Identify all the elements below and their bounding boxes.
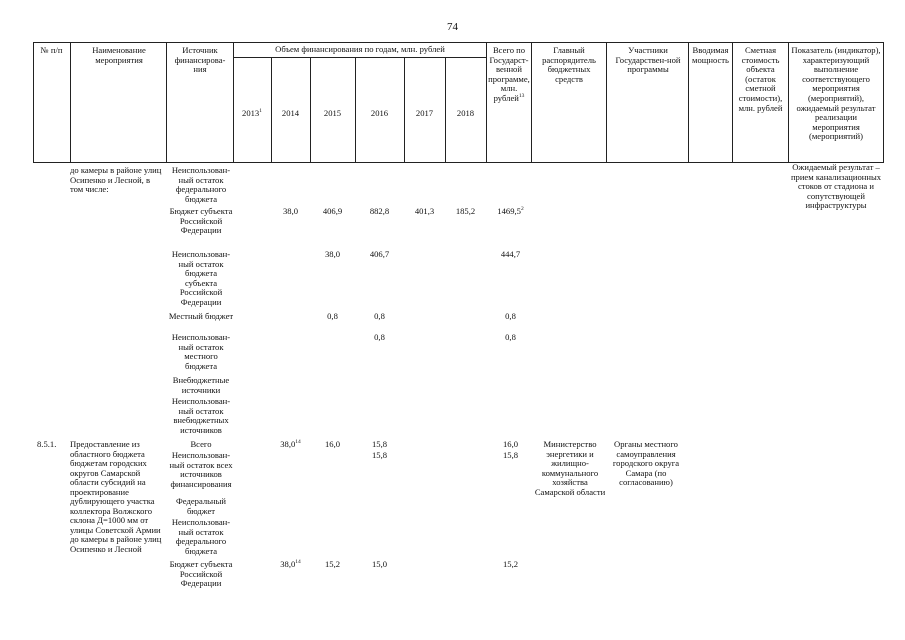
value-total: 444,7	[500, 249, 521, 259]
header-name: Наименование мероприятия	[92, 45, 146, 65]
header-capacity: Вводимая мощность	[692, 45, 729, 65]
header-estimated-cost: Сметная стоимость объекта (остаток сметной стоимости), млн. рублей	[738, 45, 783, 113]
value-2016: 15,8	[371, 439, 388, 449]
block1-name: до камеры в районе улиц Осипенко и Лесной, в том числе:	[70, 165, 162, 194]
value-total: 0,8	[505, 332, 516, 342]
value-2018: 185,2	[455, 206, 476, 216]
source-cell: Бюджет субъекта Российской Федерации	[169, 559, 233, 588]
value-2014: 38,0	[282, 206, 299, 216]
block1-indicator: Ожидаемый результат – прием канализационных стоков от стадиона и сопутствующей инфраструктуры	[790, 162, 882, 210]
value-total: 15,8	[502, 450, 519, 460]
header-distributor: Главный распорядитель бюджетных средств	[542, 45, 596, 84]
value-2014: 38,0$^{14}$	[280, 439, 301, 449]
value-2017: 401,3	[414, 206, 435, 216]
value-2015: 15,2	[324, 559, 341, 569]
block2-no: 8.5.1.	[37, 439, 57, 449]
block2-distributor: Министерство энергетики и жилищно-коммунального хозяйства Самарской области	[534, 439, 606, 497]
header-source: Источник финансирова-ния	[174, 45, 226, 75]
header-total: Всего по Государст-венной программе, млн. рублей$^{13}$	[488, 45, 530, 103]
header-year-2016: 2016	[370, 108, 389, 118]
value-2015: 16,0	[324, 439, 341, 449]
table-header	[33, 42, 883, 163]
source-cell: Местный бюджет	[168, 311, 234, 321]
source-cell: Неиспользован-ный остаток местного бюджета	[171, 332, 231, 371]
block2-participants: Органы местного самоуправления городского округа Самара (по согласованию)	[612, 439, 680, 487]
source-cell: Неиспользован-ный остаток бюджета субъекта Российской Федерации	[171, 249, 231, 307]
header-year-2018: 2018	[456, 108, 475, 118]
header-year-2015: 2015	[323, 108, 342, 118]
header-indicator: Показатель (индикатор), характеризующий выполнение соответствующего мероприятия (мероприятий), ожидаемый результат реализации мероприятия (мероприятий)	[791, 45, 881, 142]
header-year-2017: 2017	[415, 108, 434, 118]
source-cell: Неиспользован-ный остаток федерального бюджета	[171, 517, 231, 556]
source-cell: Неиспользован-ный остаток федерального бюджета	[171, 165, 231, 204]
source-cell: Внебюджетные источники	[172, 375, 230, 395]
value-2016: 15,8	[371, 450, 388, 460]
source-cell: Неиспользован-ный остаток всех источников финансирования	[169, 450, 233, 489]
value-2015: 406,9	[322, 206, 343, 216]
value-2016: 406,7	[369, 249, 390, 259]
source-cell: Неиспользован-ный остаток внебюджетных источников	[171, 396, 231, 435]
header-volume: Объем финансирования по годам, млн. рублей	[275, 44, 445, 54]
value-total: 15,2	[502, 559, 519, 569]
value-2015: 0,8	[327, 311, 338, 321]
block2-name: Предоставление из областного бюджета бюджетам городских округов Самарской области субсидий на проектирование дублирующего участка коллектора Волжского склона Д=1000 мм от улицы Советской Армии до камеры в районе улиц Осипенко и Лесной	[70, 439, 162, 554]
header-no: № п/п	[40, 45, 63, 55]
value-total: 0,8	[505, 311, 516, 321]
value-2016: 15,0	[371, 559, 388, 569]
value-2016: 0,8	[374, 332, 385, 342]
value-2014: 38,0$^{14}$	[280, 559, 301, 569]
value-2016: 0,8	[374, 311, 385, 321]
value-2015: 38,0	[324, 249, 341, 259]
header-year-2013: 2013$^1$	[242, 108, 262, 118]
source-cell: Федеральный бюджет	[175, 496, 227, 516]
source-cell: Бюджет субъекта Российской Федерации	[169, 206, 233, 235]
value-total: 16,0	[502, 439, 519, 449]
source-cell: Всего	[190, 439, 212, 449]
page-number: 74	[447, 21, 458, 33]
header-participants: Участники Государствен-ной программы	[615, 45, 681, 75]
value-2016: 882,8	[369, 206, 390, 216]
value-total: 1469,5$^2$	[497, 206, 524, 216]
header-year-2014: 2014	[281, 108, 300, 118]
